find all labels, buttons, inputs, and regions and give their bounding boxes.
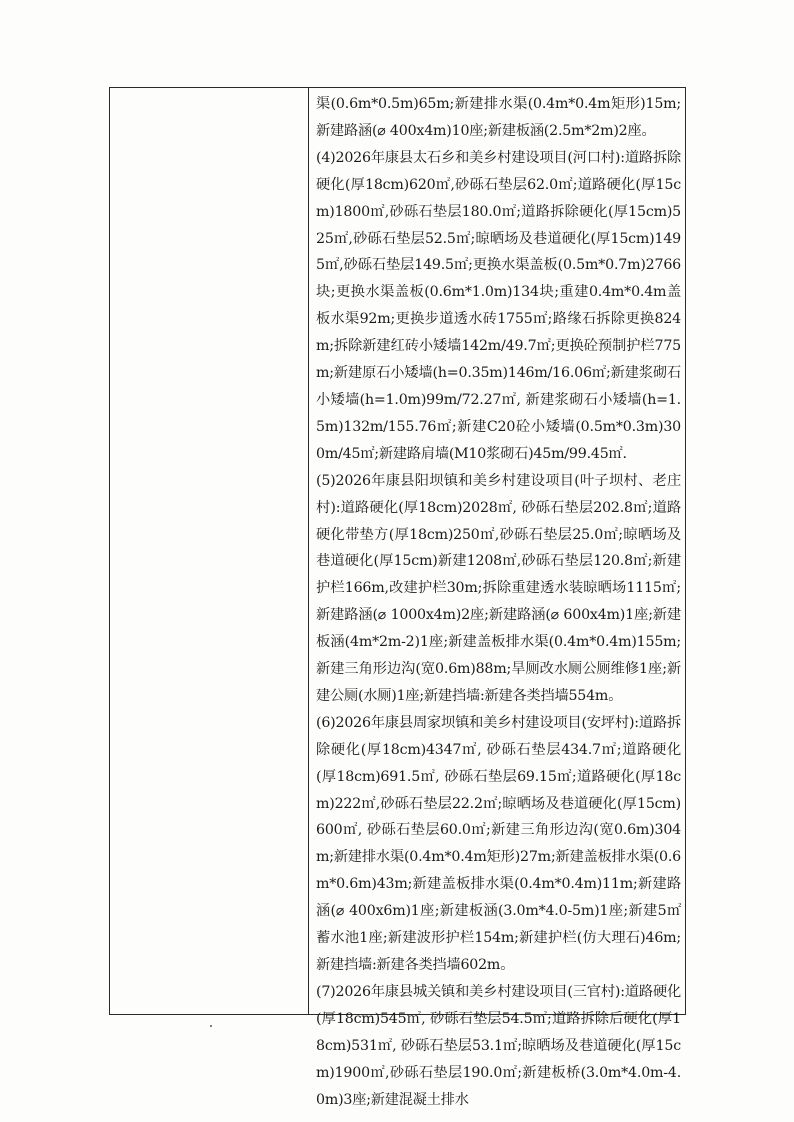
paragraph-item-5-yangba: (5)2026年康县阳坝镇和美乡村建设项目(叶子坝村、老庄村):道路硬化(厚18cm)2028㎡, 砂砾石垫层202.8㎡;道路硬化带垫方(厚18cm)250㎡,砂砾石垫层25.0㎡;晾晒场及巷道硬化(厚15cm)新建1208㎡,砂砾石垫层120.8㎡;新建护栏166m,改建护栏30m;拆除重建透水装晾晒场1115㎡;新建路涵(⌀ 1000x4m)2座;新建路涵(⌀ 600x4m)1座;新建板涵(4m*2m-2)1座;新建盖板排水渠(0.4m*0.4m)155m;新建三角形边沟(宽0.6m)88m;旱厕改水厕公厕维修1座;新建公厕(水厕)1座;新建挡墙:新建各类挡墙554m。 <box>316 472 681 704</box>
paragraph-item-7-chengguan: (7)2026年康县城关镇和美乡村建设项目(三官村):道路硬化(厚18cm)545㎡, 砂砾石垫层54.5㎡;道路拆除后硬化(厚18cm)531㎡, 砂砾石垫层53.1㎡;晾晒场及巷道硬化(厚15cm)1900㎡,砂砾石垫层190.0㎡;新建板桥(3.0m*4.0m-4.0m)3座;新建混凝土排水 <box>316 983 681 1108</box>
content-table <box>109 87 686 1108</box>
paragraph-item-6-zhoujiaba: (6)2026年康县周家坝镇和美乡村建设项目(安坪村):道路拆除硬化(厚18cm)4347㎡, 砂砾石垫层434.7㎡;道路硬化(厚18cm)691.5㎡, 砂砾石垫层69.15㎡;道路硬化(厚18cm)222㎡,砂砾石垫层22.2㎡;晾晒场及巷道硬化(厚15cm)600㎡, 砂砾石垫层60.0㎡;新建三角形边沟(宽0.6m)304m;新建排水渠(0.4m*0.4m矩形)27m;新建盖板排水渠(0.6m*0.6m)43m;新建盖板排水渠(0.4m*0.4m)11m;新建路涵(⌀ 400x6m)1座;新建板涵(3.0m*4.0-5m)1座;新建5㎡蓄水池1座;新建波形护栏154m;新建护栏(仿大理石)46m;新建挡墙:新建各类挡墙602m。 <box>316 714 681 973</box>
scan-speck <box>210 1025 212 1027</box>
table-left-cell <box>110 88 309 1014</box>
table-right-cell <box>309 88 685 1108</box>
paragraph-item-4-hekou: (4)2026年康县太石乡和美乡村建设项目(河口村):道路拆除硬化(厚18cm)620㎡,砂砾石垫层62.0㎡;道路硬化(厚15cm)1800㎡,砂砾石垫层180.0㎡;道路拆除硬化(厚15cm)525㎡,砂砾石垫层52.5㎡;晾晒场及巷道硬化(厚15cm)1495㎡,砂砾石垫层149.5㎡;更换水渠盖板(0.5m*0.7m)2766块;更换水渠盖板(0.6m*1.0m)134块;重建0.4m*0.4m盖板水渠92m;更换步道透水砖1755㎡;路缘石拆除更换824m;拆除新建红砖小矮墙142m/49.7㎡;更换砼预制护栏775m;新建原石小矮墙(h=0.35m)146m/16.06㎡;新建浆砌石小矮墙(h=1.0m)99m/72.27㎡, 新建浆砌石小矮墙(h=1.5m)132m/155.76㎡;新建C20砼小矮墙(0.5m*0.3m)300m/45㎡;新建路肩墙(M10浆砌石)45m/99.45㎡. <box>316 149 681 462</box>
paragraph-continuation: 渠(0.6m*0.5m)65m;新建排水渠(0.4m*0.4m矩形)15m;新建路涵(⌀ 400x4m)10座;新建板涵(2.5m*2m)2座。 <box>316 96 681 139</box>
